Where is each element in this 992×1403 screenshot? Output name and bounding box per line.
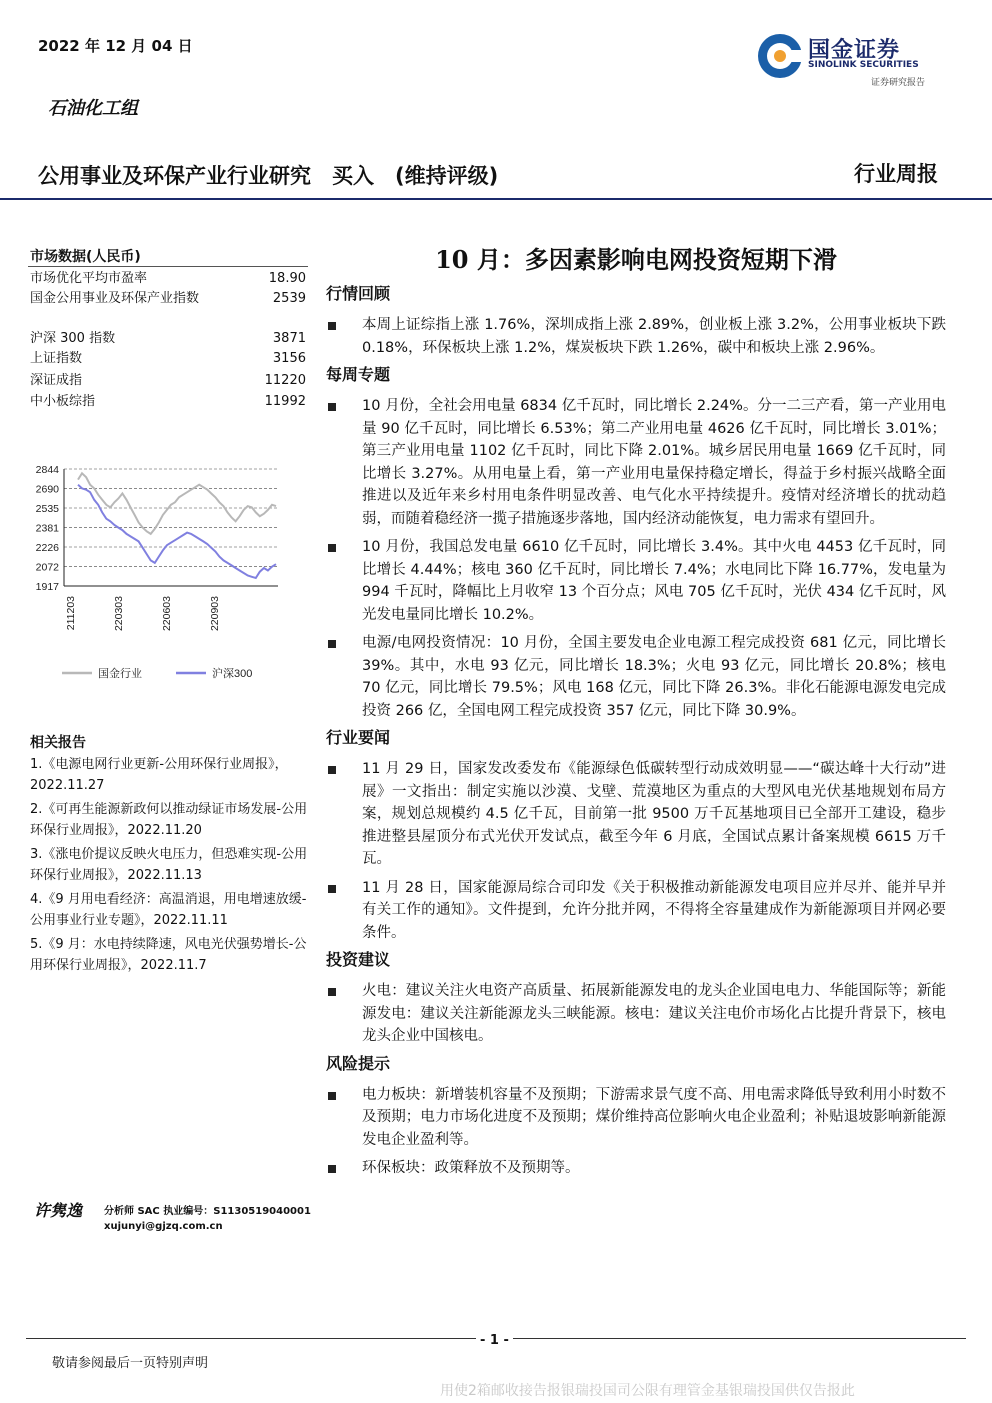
logo-name-en: SINOLINK SECURITIES [808, 60, 919, 70]
y-tick-label: 2690 [35, 483, 59, 496]
analyst-email[interactable]: xujunyi@gjzq.com.cn [104, 1221, 223, 1232]
bullet-square-icon [328, 322, 336, 330]
bullet-item: 电力板块：新增装机容量不及预期；下游需求景气度不高、用电需求降低导致利用小时数不及预期；电力市场化进度不及预期；煤价维持高位影响火电企业盈利；补贴退坡影响新能源发电企业盈利等。 [326, 1084, 946, 1152]
bullet-item: 电源/电网投资情况：10 月份，全国主要发电企业电源工程完成投资 681 亿元，同比增长 39%。其中，水电 93 亿元，同比增长 18.3%；火电 93 亿元，同比增长 20.8%；核电 70 亿元，同比增长 79.5%；风电 168 亿元，同比下降 26.3%。非化石能源电源发电完成投资 266 亿，全国电网工程完成投资 357 亿元，同比下降 30.9%。 [326, 632, 946, 722]
legend-label: 沪深300 [212, 668, 253, 680]
market-row: 上证指数 3156 [30, 351, 306, 366]
market-row: 市场优化平均市盈率 18.90 [30, 271, 306, 286]
logo-subtitle: 证券研究报告 [871, 78, 926, 88]
report-type: 行业周报 [854, 161, 938, 186]
bullet-square-icon [328, 640, 336, 648]
analyst-name: 许隽逸 [34, 1201, 83, 1220]
page-number: - 1 - [476, 1333, 513, 1348]
report-title: 10 月：多因素影响电网投资短期下滑 [435, 245, 837, 274]
research-group: 石油化工组 [48, 98, 138, 119]
market-row: 沪深 300 指数 3871 [30, 331, 306, 346]
logo-mark-icon [756, 32, 804, 80]
related-report[interactable]: 5.《9 月：水电持续降速，风电光伏强势增长-公用环保行业周报》，2022.11.7 [30, 937, 307, 973]
disclaimer-note: 敬请参阅最后一页特别声明 [52, 1356, 209, 1371]
series-line [78, 473, 276, 534]
y-tick-label: 1917 [35, 581, 59, 593]
company-logo [756, 30, 948, 90]
bullet-square-icon [328, 885, 336, 893]
bullet-item: 10 月份，全社会用电量 6834 亿千瓦时，同比增长 2.24%。分一二三产看，第一产业用电量 90 亿千瓦时，同比增长 6.53%；第二产业用电量 4626 亿千瓦时，同比增长 3.01%；第三产业用电量 1102 亿千瓦时，同比下降 2.01%。城乡居民用电量 1669 亿千瓦时，同比增长 3.27%。从用电量上看，第一产业用电量保持稳定增长，得益于乡村振兴战略全面推进以及近年来乡村用电条件明显改善、电气化水平持续提升。疫情对经济增长的扰动趋弱，而随着稳经济一揽子措施逐步落地，国内经济动能恢复，电力需求有望回升。 [326, 395, 946, 530]
x-tick-label: 220603 [161, 596, 173, 632]
bullet-square-icon [328, 766, 336, 774]
related-report[interactable]: 4.《9 月用电看经济：高温消退，用电增速放缓-公用事业行业专题》，2022.11.11 [30, 892, 307, 928]
index-line-chart [28, 455, 310, 690]
bullet-item: 11 月 28 日，国家能源局综合司印发《关于积极推动新能源发电项目应并尽并、能并早并有关工作的通知》。文件提到，允许分批并网，不得将全容量建成作为新能源项目并网必要条件。 [326, 877, 946, 945]
bullet-square-icon [328, 403, 336, 411]
x-tick-label: 220303 [113, 596, 125, 632]
related-report[interactable]: 3.《涨电价提议反映火电压力，但恐难实现-公用环保行业周报》，2022.11.13 [30, 847, 308, 883]
legend-label: 国金行业 [98, 668, 142, 680]
related-report[interactable]: 2.《可再生能源新政何以推动绿证市场发展-公用环保行业周报》，2022.11.20 [30, 802, 308, 838]
section-heading: 每周专题 [326, 365, 391, 384]
y-tick-label: 2844 [35, 464, 59, 476]
y-tick-label: 2381 [35, 522, 59, 535]
market-data-title: 市场数据(人民币) [30, 249, 141, 265]
bullet-item: 10 月份，我国总发电量 6610 亿千瓦时，同比增长 3.4%。其中火电 4453 亿千瓦时，同比增长 4.44%；核电 360 亿千瓦时，同比增长 7.4%；水电同比下降 16.77%，发电量为 994 千瓦时，降幅比上月收窄 13 个百分点；风电 705 亿千瓦时，光伏 434 亿千瓦时，风光发电量同比增长 10.2%。 [326, 536, 946, 626]
section-heading: 行情回顾 [326, 284, 391, 303]
bullet-square-icon [328, 544, 336, 552]
related-report[interactable]: 1.《电源电网行业更新-公用环保行业周报》，2022.11.27 [30, 757, 288, 793]
analyst-cert: 分析师 SAC 执业编号：S1130519040001 [104, 1206, 311, 1217]
report-headline: 公用事业及环保产业行业研究 买入 (维持评级) [38, 164, 499, 188]
x-tick-label: 220903 [209, 596, 221, 632]
market-data-rule [28, 266, 308, 267]
bullet-square-icon [328, 1165, 336, 1173]
logo-name-cn: 国金证券 [808, 38, 901, 63]
bullet-square-icon [328, 1092, 336, 1100]
section-heading: 行业要闻 [326, 728, 391, 747]
related-reports-title: 相关报告 [30, 735, 86, 751]
bullet-square-icon [328, 988, 336, 996]
x-tick-label: 211203 [65, 596, 77, 631]
report-date: 2022 年 12 月 04 日 [38, 37, 193, 55]
watermark-text: 用使2箱邮收接告报银瑞投国司公限有理管金基银瑞投国供仅告报此 [440, 1383, 855, 1399]
bullet-item: 本周上证综指上涨 1.76%，深圳成指上涨 2.89%，创业板上涨 3.2%，公用事业板块下跌 0.18%，环保板块上涨 1.2%，煤炭板块下跌 1.26%，碳中和板块上涨 2.96%。 [326, 314, 946, 359]
bullet-item: 环保板块：政策释放不及预期等。 [326, 1157, 946, 1180]
market-row: 深证成指 11220 [30, 373, 306, 388]
section-heading: 风险提示 [326, 1053, 391, 1073]
report-body [326, 278, 946, 1186]
y-tick-label: 2535 [35, 503, 59, 515]
market-row: 中小板综指 11992 [30, 394, 306, 409]
section-heading: 投资建议 [326, 950, 391, 969]
header-divider [0, 198, 992, 200]
y-tick-label: 2072 [35, 561, 59, 574]
analyst-info [104, 1204, 311, 1234]
bullet-item: 火电：建议关注火电资产高质量、拓展新能源发电的龙头企业国电电力、华能国际等；新能源发电：建议关注新能源龙头三峡能源。核电：建议关注电价市场化占比提升背景下，核电龙头企业中国核电。 [326, 980, 946, 1048]
bullet-item: 11 月 29 日，国家发改委发布《能源绿色低碳转型行动成效明显——“碳达峰十大行动”进展》一文指出：制定实施以沙漠、戈壁、荒漠地区为重点的大型风电光伏基地规划布局方案，规划总规模约 4.5 亿千瓦，目前第一批 9500 万千瓦基地项目已全部开工建设，稳步推进整县屋顶分布式光伏开发试点，截至今年 6 月底，全国试点累计备案规模 6615 万千瓦。 [326, 758, 946, 871]
market-row: 国金公用事业及环保产业指数 2539 [30, 291, 306, 306]
y-tick-label: 2226 [35, 542, 59, 554]
related-reports-list [30, 754, 318, 979]
